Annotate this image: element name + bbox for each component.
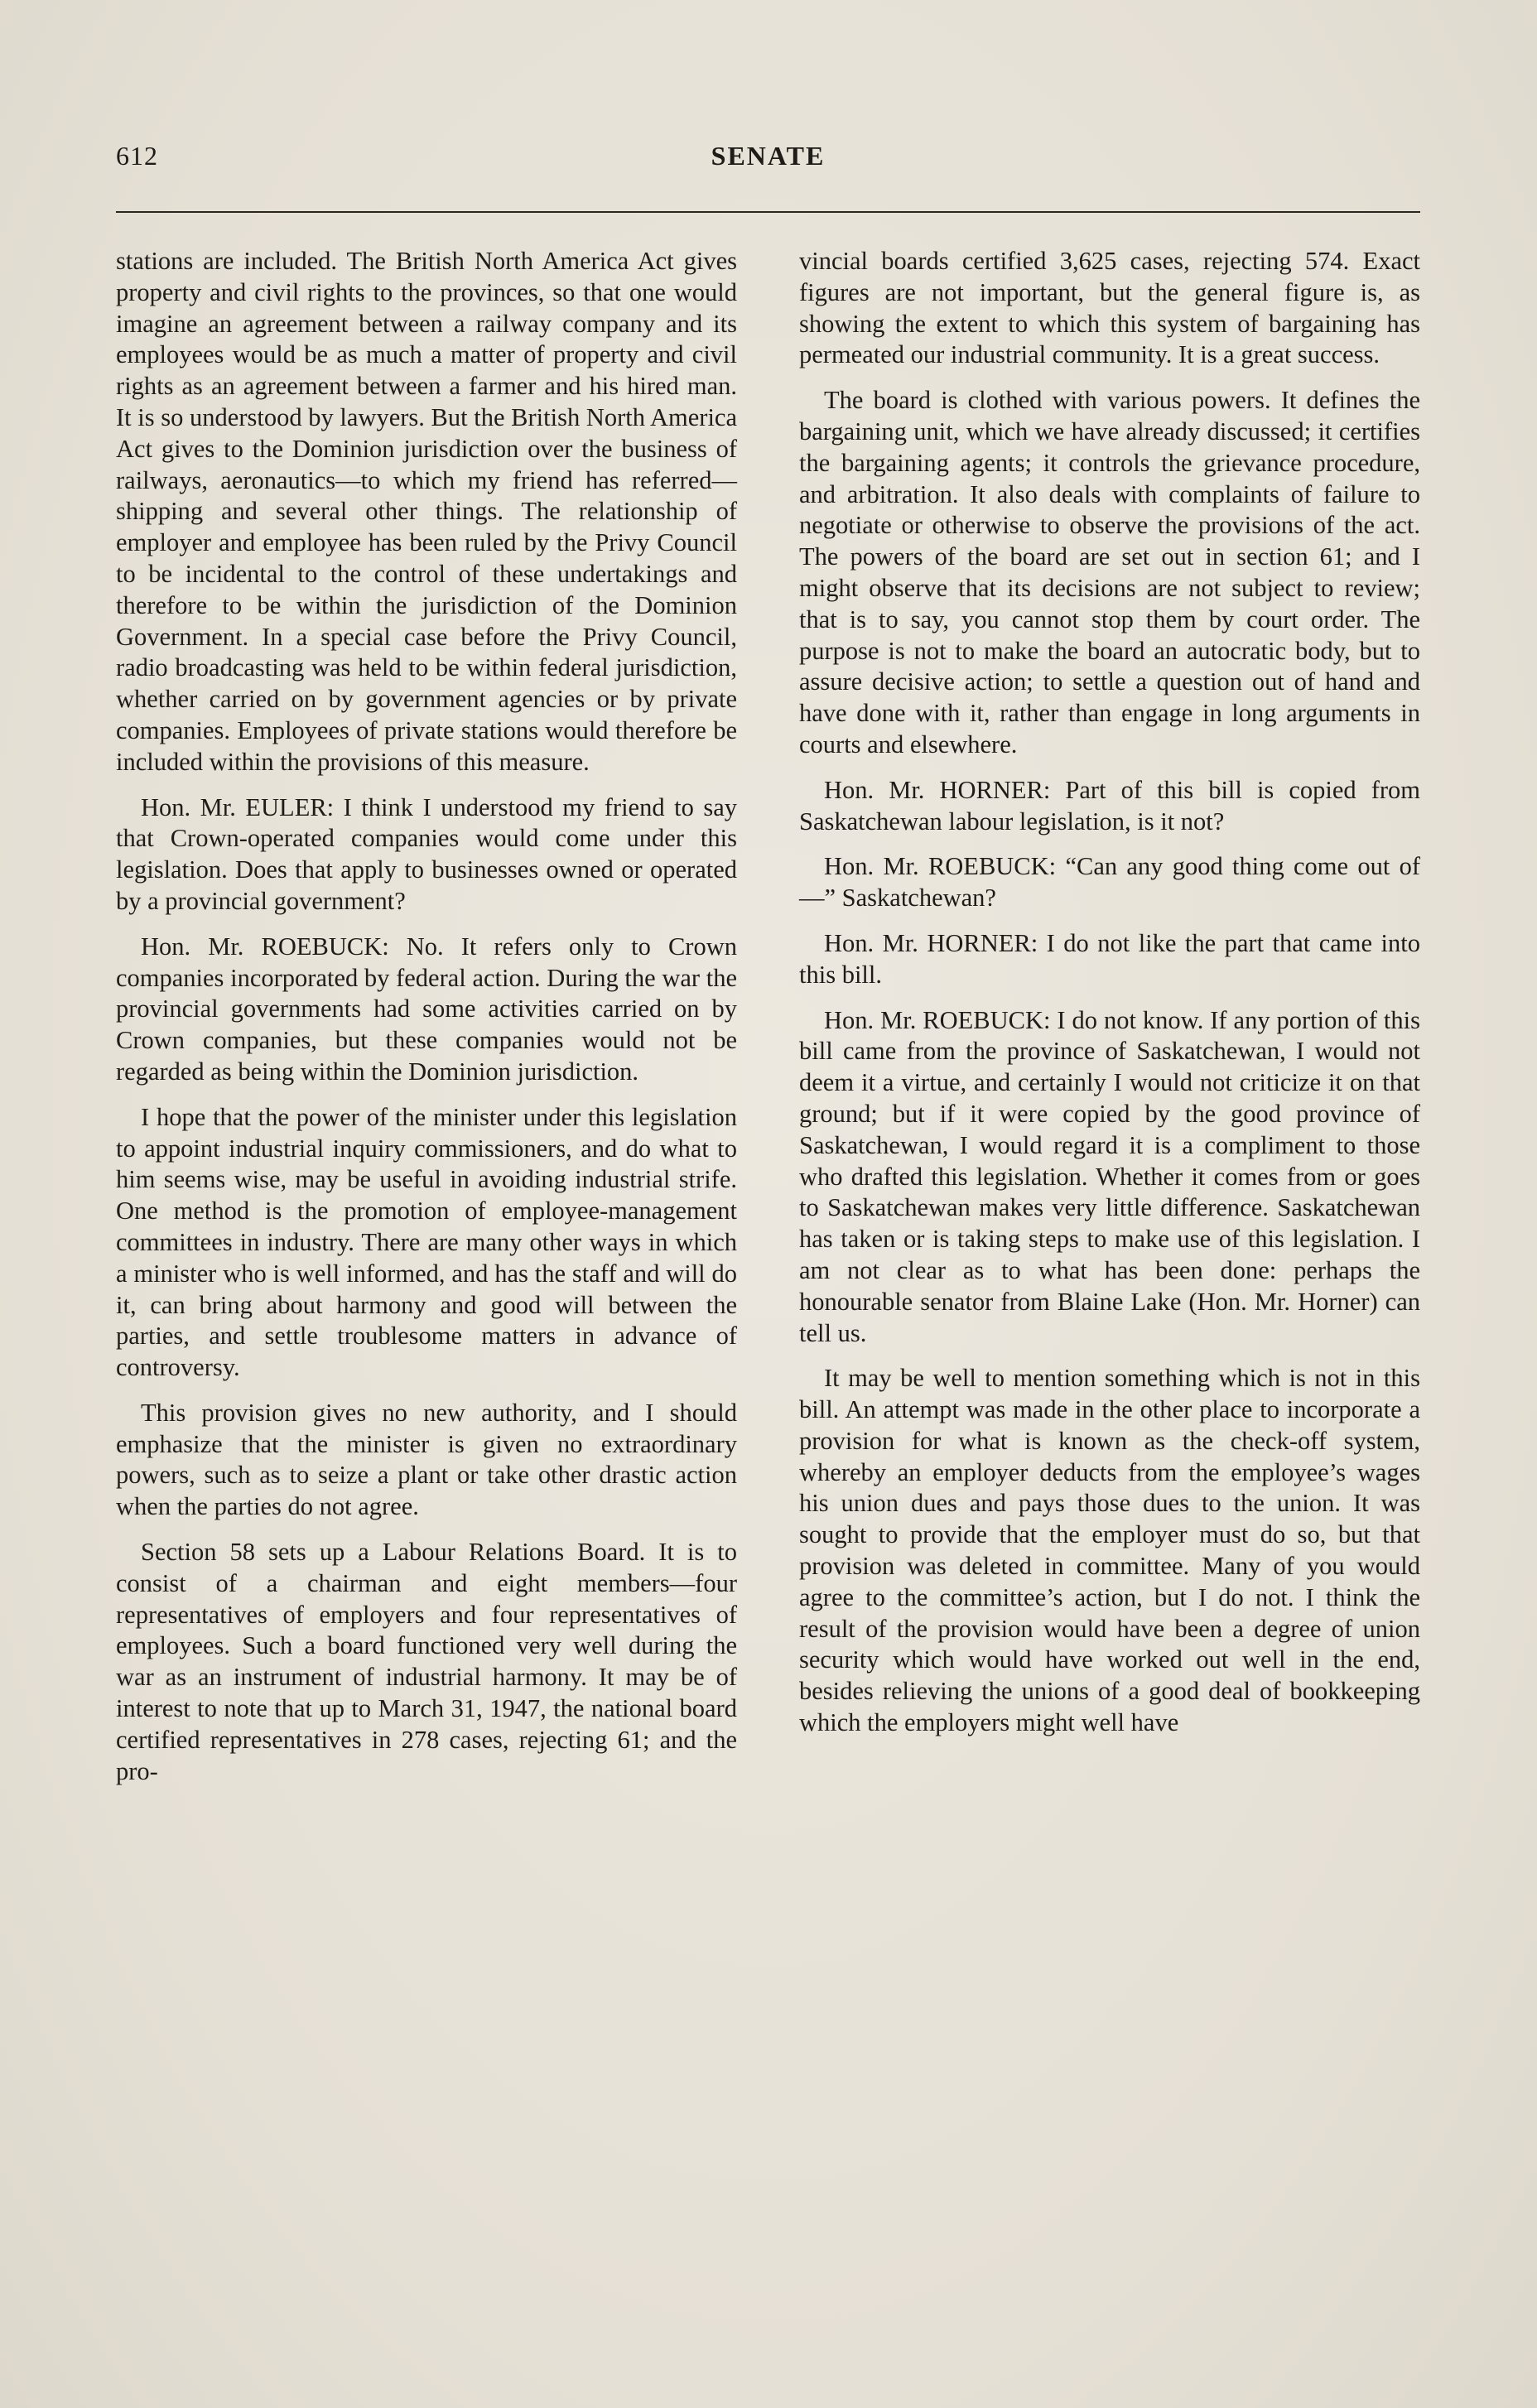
page-header (116, 141, 1420, 182)
paragraph: I hope that the power of the minister under this legislation to appoint industrial inquiry commissioners, and do what to him seems wise, may be useful in avoiding industrial strife. One method is the promotion of employee-management committees in industry. There are many other ways in which a minister who is well informed, and has the staff and will do it, can bring about harmony and good will between the parties, and settle troublesome matters in advance of controversy. (116, 1102, 737, 1382)
paragraph: Hon. Mr. ROEBUCK: No. It refers only to Crown companies incorporated by federal action. During the war the provincial governments had some activities carried on by Crown companies, but these companies would not be regarded as being within the Dominion jurisdiction. (116, 932, 737, 1086)
paragraph: This provision gives no new authority, and I should emphasize that the minister is given no extraordinary powers, such as to seize a plant or take other drastic action when the parties do not agree. (116, 1398, 737, 1521)
left-column (116, 246, 737, 1801)
right-column (799, 246, 1420, 1753)
paragraph: The board is clothed with various powers. It defines the bargaining unit, which we have already discussed; it certifies the bargaining agents; it controls the grievance procedure, and arbitration. It also deals with complaints of failure to negotiate or otherwise to observe the provisions of the act. The powers of the board are set out in section 61; and I might observe that its decisions are not subject to review; that is to say, you cannot stop them by court order. The purpose is not to make the board an autocratic body, but to assure decisive action; to settle a question out of hand and have done with it, rather than engage in long arguments in courts and elsewhere. (799, 386, 1420, 759)
paragraph: stations are included. The British North America Act gives property and civil rights to the provinces, so that one would imagine an agreement between a railway company and its employees would be as much a matter of property and civil rights as an agreement between a farmer and his hired man. It is so understood by lawyers. But the British North America Act gives to the Dominion jurisdiction over the business of railways, aeronautics—to which my friend has referred—shipping and several other things. The relationship of employer and employee has been ruled by the Privy Council to be incidental to the control of these undertakings and therefore to be within the jurisdiction of the Dominion Government. In a special case before the Privy Council, radio broadcasting was held to be within federal jurisdiction, whether carried on by government agencies or by private companies. Employees of private stations would therefore be included within the provisions of this measure. (116, 247, 737, 776)
page-number: 612 (116, 141, 158, 171)
paragraph: Hon. Mr. HORNER: I do not like the part that came into this bill. (799, 928, 1420, 989)
header-rule (116, 211, 1420, 213)
running-head: SENATE (711, 141, 826, 171)
paragraph: Hon. Mr. HORNER: Part of this bill is copied from Saskatchewan labour legislation, is it not? (799, 775, 1420, 836)
paragraph: Section 58 sets up a Labour Relations Board. It is to consist of a chairman and eight members—four representatives of employers and four representatives of employees. Such a board functioned very well during the war as an instrument of industrial harmony. It may be of interest to note that up to March 31, 1947, the national board certified representatives in 278 cases, rejecting 61; and the pro- (116, 1538, 737, 1785)
paragraph: Hon. Mr. ROEBUCK: “Can any good thing come out of—” Saskatchewan? (799, 852, 1420, 913)
paragraph: Hon. Mr. EULER: I think I understood my friend to say that Crown-operated companies would come under this legislation. Does that apply to businesses owned or operated by a provincial government? (116, 792, 737, 915)
paragraph: vincial boards certified 3,625 cases, rejecting 574. Exact figures are not important, but the general figure is, as showing the extent to which this system of bargaining has permeated our industrial community. It is a great success. (799, 247, 1420, 369)
paragraph: It may be well to mention something which is not in this bill. An attempt was made in the other place to incorporate a provision for what is known as the check-off system, whereby an employer deducts from the employee’s wages his union dues and pays those dues to the union. It was sought to provide that the employer must do so, but that provision was deleted in committee. Many of you would agree to the committee’s action, but I do not. I think the result of the provision would have been a degree of union security which would have worked out well in the end, besides relieving the unions of a good deal of bookkeeping which the employers might well have (799, 1364, 1420, 1737)
paragraph: Hon. Mr. ROEBUCK: I do not know. If any portion of this bill came from the province of Saskatchewan, I would not deem it a virtue, and certainly I would not criticize it on that ground; but if it were copied by the good province of Saskatchewan, I would regard it is a compliment to those who drafted this legislation. Whether it comes from or goes to Saskatchewan makes very little difference. Saskatchewan has taken or is taking steps to make use of this legislation. I am not clear as to what has been done: perhaps the honourable senator from Blaine Lake (Hon. Mr. Horner) can tell us. (799, 1005, 1420, 1347)
